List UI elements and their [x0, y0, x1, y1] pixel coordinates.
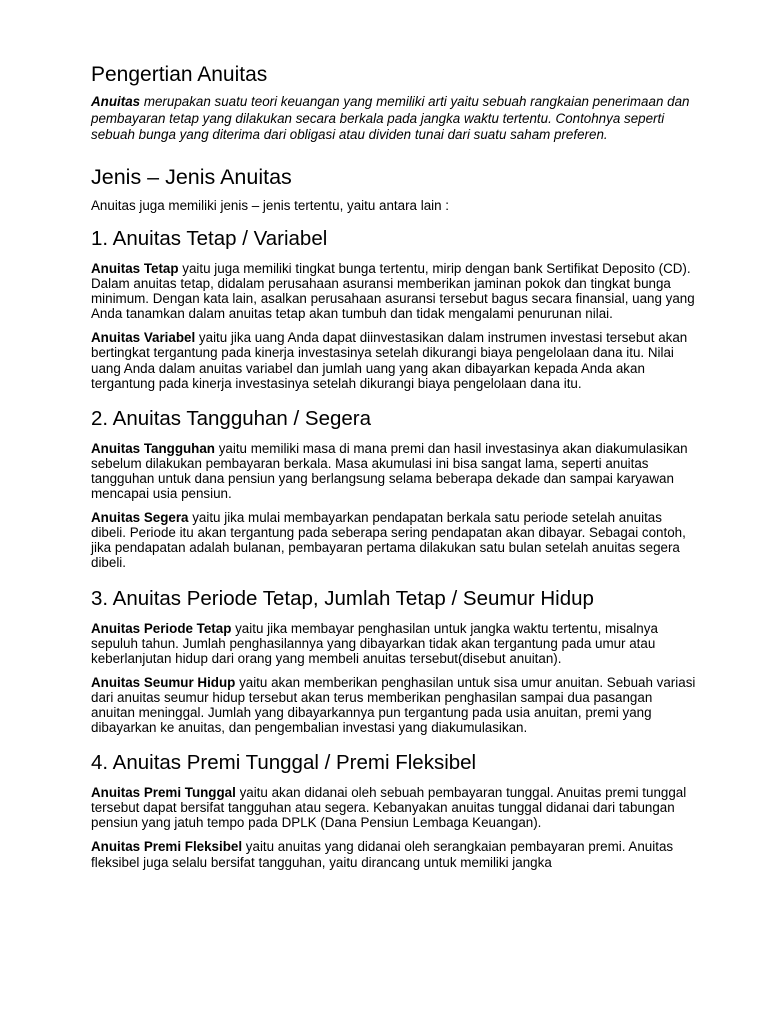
paragraph-anuitas-premi-fleksibel	[91, 839, 697, 869]
paragraph-anuitas-segera	[91, 510, 697, 570]
paragraph-anuitas-variabel	[91, 330, 697, 390]
paragraph-anuitas-premi-tunggal	[91, 785, 697, 830]
term-label: Anuitas Seumur Hidup	[91, 674, 236, 690]
document-content	[91, 62, 697, 870]
paragraph-text: yaitu akan memberikan penghasilan untuk sisa umur anuitan. Sebuah variasi dari anuitas seumur hidup tersebut akan terus memberikan penghasilan sampai dua pasangan anuitan meninggal. Jumlah yang dibayarkannya pun tergantung pada usia anuitan, premi yang dibayarkan ke anuitas, dan pengembalian investasi yang diakumulasikan.	[91, 674, 696, 736]
subsection-heading-3: 3. Anuitas Periode Tetap, Jumlah Tetap / Seumur Hidup	[91, 586, 594, 610]
paragraph-text: yaitu jika membayar penghasilan untuk jangka waktu tertentu, misalnya sepuluh tahun. Jumlah penghasilannya yang dibayarkan tidak akan tergantung pada umur atau keberlanjutan hidup dari orang yang membeli anuitas tersebut(disebut anuitan).	[91, 620, 658, 666]
section-heading: Jenis – Jenis Anuitas	[91, 164, 292, 189]
subsection-heading-2: 2. Anuitas Tangguhan / Segera	[91, 406, 372, 430]
subsection-heading-4: 4. Anuitas Premi Tunggal / Premi Fleksibel	[91, 751, 477, 775]
paragraph-anuitas-tetap	[91, 261, 697, 321]
paragraph-text: yaitu anuitas yang didanai oleh serangkaian pembayaran premi. Anuitas fleksibel juga selalu bersifat tangguhan, yaitu dirancang untuk memiliki jangka	[91, 839, 674, 870]
subsection-heading-1: 1. Anuitas Tetap / Variabel	[91, 227, 328, 250]
paragraph-text: yaitu jika mulai membayarkan pendapatan berkala satu periode setelah anuitas dibeli. Periode itu akan tergantung pada seberapa sering pendapatan akan dibayar. Sebagai contoh, jika pendapatan adalah bulanan, pembayaran pertama dilakukan satu bulan setelah anuitas segera dibeli.	[91, 510, 686, 571]
term-label: Anuitas Premi Tunggal	[91, 785, 236, 801]
term-label: Anuitas Periode Tetap	[91, 620, 232, 636]
paragraph-text: yaitu memiliki masa di mana premi dan hasil investasinya akan diakumulasikan sebelum dilakukan pembayaran berkala. Masa akumulasi ini bisa sangat lama, seperti anuitas tangguhan untuk dana pensiun yang berlangsung selama beberapa dekade dan sampai karyawan mencapai usia pensiun.	[91, 440, 688, 502]
paragraph-text: yaitu juga memiliki tingkat bunga tertentu, mirip dengan bank Sertifikat Deposito (CD). Dalam anuitas tetap, didalam perusahaan asuransi memberikan jaminan pokok dan tingkat bunga minimum. Dengan kata lain, asalkan perusahaan asuransi tersebut bagus secara finansial, uang yang Anda tanamkan dalam anuitas tetap akan tumbuh dan tidak mengalami penurunan nilai.	[91, 261, 695, 322]
paragraph-anuitas-seumur-hidup	[91, 675, 697, 735]
paragraph-text: yaitu akan didanai oleh sebuah pembayaran tunggal. Anuitas premi tunggal tersebut dapat bersifat tangguhan atau segera. Kebanyakan anuitas tunggal didanai dari tabungan pensiun yang jatuh tempo pada DPLK (Dana Pensiun Lembaga Keuangan).	[91, 785, 687, 831]
term-label: Anuitas Tetap	[91, 261, 179, 276]
paragraph-anuitas-periode-tetap	[91, 621, 697, 666]
paragraph-text: yaitu jika uang Anda dapat diinvestasikan dalam instrumen investasi tersebut akan bertingkat tergantung pada kinerja investasinya setelah dikurangi biaya pengelolaan dana itu. Nilai uang Anda dalam anuitas variabel dan jumlah uang yang akan dibayarkan kepada Anda akan tergantung pada kinerja investasinya setelah dikurangi biaya pengelolaan dana itu.	[91, 330, 688, 391]
term-label: Anuitas Variabel	[91, 330, 196, 346]
term-label: Anuitas Premi Fleksibel	[91, 839, 243, 855]
section-lead: Anuitas juga memiliki jenis – jenis tertentu, yaitu antara lain :	[91, 197, 450, 213]
page-title: Pengertian Anuitas	[91, 63, 268, 86]
intro-term: Anuitas	[91, 94, 141, 109]
term-label: Anuitas Segera	[91, 510, 189, 526]
term-label: Anuitas Tangguhan	[91, 440, 215, 456]
intro-paragraph	[91, 94, 697, 144]
intro-text: merupakan suatu teori keuangan yang memiliki arti yaitu sebuah rangkaian penerimaan dan pembayaran tetap yang dilakukan secara berkala pada jangka waktu tertentu. Contohnya seperti sebuah bunga yang diterima dari obligasi atau dividen tunai dari suatu saham preferen.	[91, 94, 690, 142]
paragraph-anuitas-tangguhan	[91, 441, 697, 501]
